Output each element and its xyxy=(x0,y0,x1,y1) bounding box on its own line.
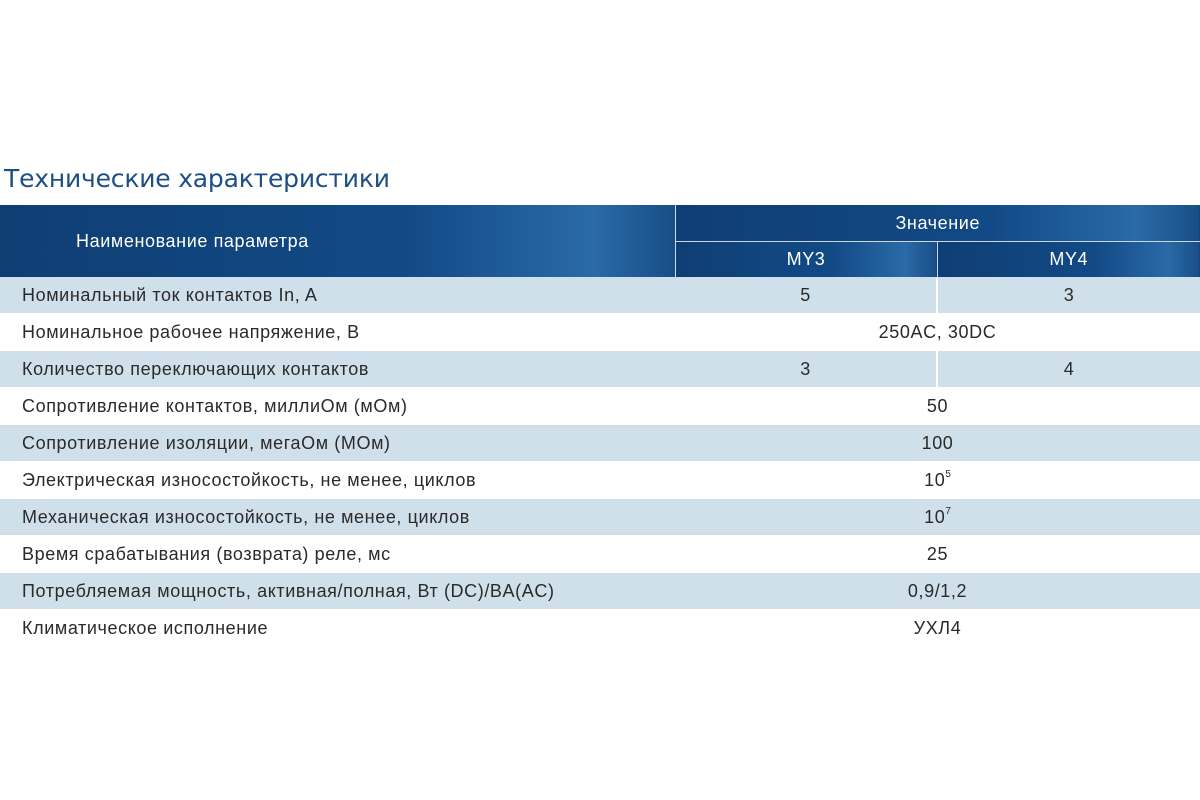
document-title: Технические характеристики xyxy=(4,164,390,193)
row-value-my3: 3 xyxy=(675,351,937,388)
table-row xyxy=(0,388,1200,425)
table-row xyxy=(0,425,1200,462)
value-exponent: 5 xyxy=(945,469,951,480)
row-value: УХЛ4 xyxy=(675,610,1200,647)
header-param: Наименование параметра xyxy=(0,205,675,277)
table-row xyxy=(0,536,1200,573)
row-value: 100 xyxy=(675,425,1200,462)
row-param-name: Электрическая износостойкость, не менее, циклов xyxy=(0,462,675,499)
row-param-name: Номинальное рабочее напряжение, В xyxy=(0,314,675,351)
row-value xyxy=(675,499,1200,536)
header-my4: MY4 xyxy=(937,242,1200,278)
row-param-name: Сопротивление контактов, миллиОм (мОм) xyxy=(0,388,675,425)
row-param-name: Механическая износостойкость, не менее, циклов xyxy=(0,499,675,536)
row-param-name: Климатическое исполнение xyxy=(0,610,675,647)
spec-table xyxy=(0,205,1200,647)
value-base: 10 xyxy=(924,507,946,527)
row-value: 50 xyxy=(675,388,1200,425)
header-my3: MY3 xyxy=(675,242,937,278)
spec-table-header xyxy=(0,205,1200,277)
row-value: 0,9/1,2 xyxy=(675,573,1200,610)
row-param-name: Номинальный ток контактов In, A xyxy=(0,277,675,314)
row-value-my4: 4 xyxy=(937,351,1200,388)
spec-table-body xyxy=(0,277,1200,647)
row-value xyxy=(675,462,1200,499)
row-value: 250AC, 30DC xyxy=(675,314,1200,351)
row-param-name: Время срабатывания (возврата) реле, мс xyxy=(0,536,675,573)
table-row xyxy=(0,277,1200,314)
row-value-my4: 3 xyxy=(937,277,1200,314)
value-exponent: 7 xyxy=(945,506,951,517)
value-base: 10 xyxy=(924,470,946,490)
table-row xyxy=(0,462,1200,499)
row-param-name: Потребляемая мощность, активная/полная, Вт (DC)/BA(AC) xyxy=(0,573,675,610)
table-row xyxy=(0,499,1200,536)
header-value: Значение xyxy=(675,205,1200,242)
row-param-name: Количество переключающих контактов xyxy=(0,351,675,388)
row-value-my3: 5 xyxy=(675,277,937,314)
row-param-name: Сопротивление изоляции, мегаОм (МОм) xyxy=(0,425,675,462)
table-row xyxy=(0,610,1200,647)
table-row xyxy=(0,573,1200,610)
table-row xyxy=(0,314,1200,351)
row-value: 25 xyxy=(675,536,1200,573)
table-row xyxy=(0,351,1200,388)
